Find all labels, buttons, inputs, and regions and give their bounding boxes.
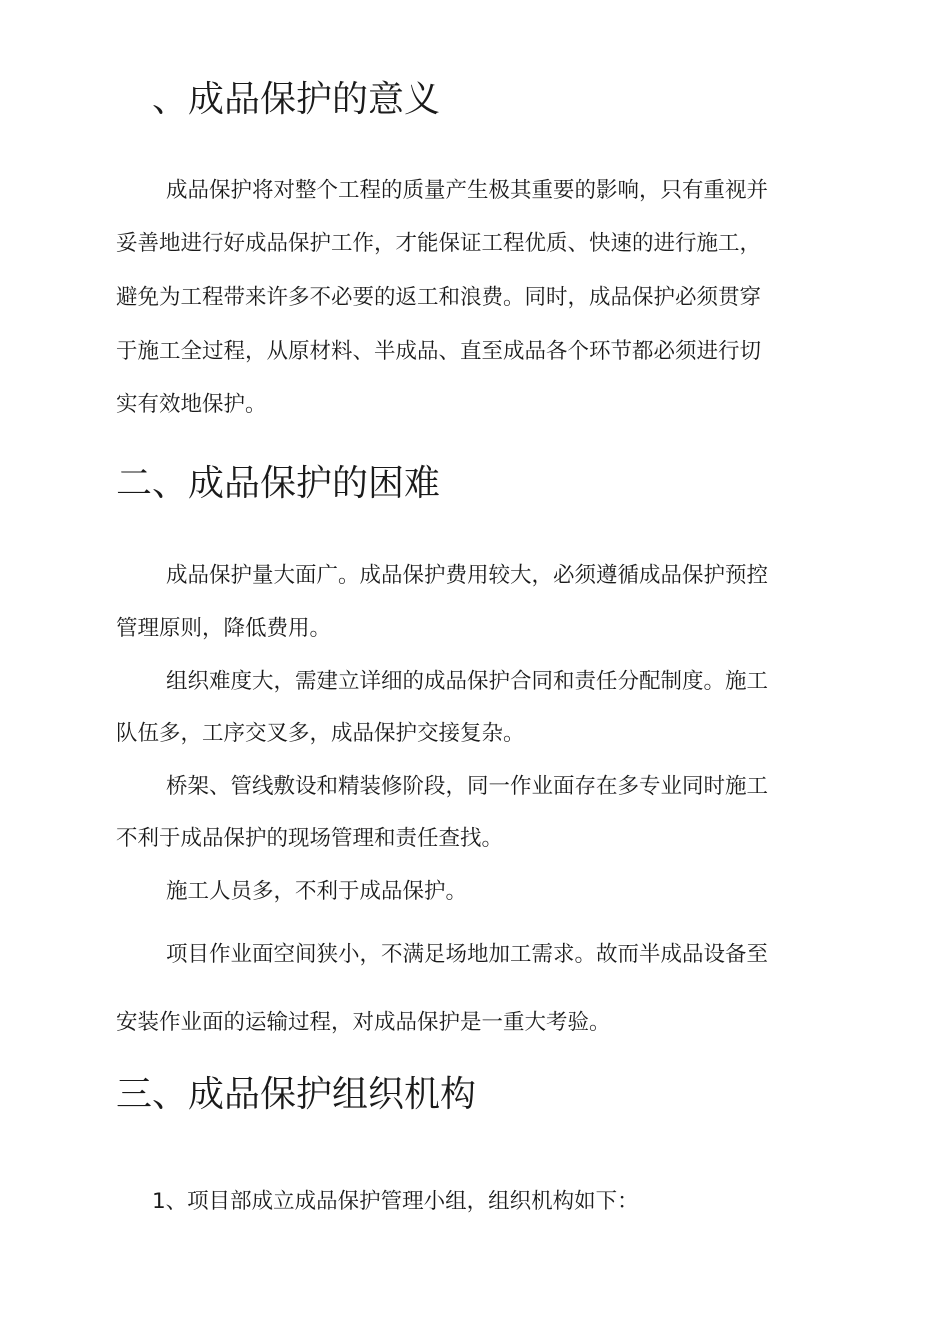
section-3-heading: 三、成品保护组织机构 [116, 1074, 477, 1115]
paragraph-line: 队伍多，工序交叉多，成品保护交接复杂。 [116, 721, 525, 746]
section-3-item-1: 1、项目部成立成品保护管理小组，组织机构如下： [152, 1189, 639, 1214]
paragraph-line: 管理原则，降低费用。 [116, 616, 332, 641]
paragraph-line: 实有效地保护。 [116, 392, 267, 417]
paragraph-line: 妥善地进行好成品保护工作，才能保证工程优质、快速的进行施工， [116, 231, 762, 256]
paragraph-line: 安装作业面的运输过程，对成品保护是一重大考验。 [116, 1010, 611, 1035]
paragraph-line: 桥架、管线敷设和精装修阶段，同一作业面存在多专业同时施工 [166, 774, 769, 799]
section-2-heading: 二、成品保护的困难 [116, 463, 441, 504]
paragraph-line: 项目作业面空间狭小，不满足场地加工需求。故而半成品设备至 [166, 942, 769, 967]
paragraph-line: 组织难度大，需建立详细的成品保护合同和责任分配制度。施工 [166, 669, 769, 694]
paragraph-line: 避免为工程带来许多不必要的返工和浪费。同时，成品保护必须贯穿 [116, 285, 762, 310]
paragraph-line: 成品保护量大面广。成品保护费用较大，必须遵循成品保护预控 [166, 563, 769, 588]
paragraph-line: 不利于成品保护的现场管理和责任查找。 [116, 826, 504, 851]
section-1-heading: 、成品保护的意义 [152, 79, 441, 120]
paragraph-line: 于施工全过程，从原材料、半成品、直至成品各个环节都必须进行切 [116, 339, 762, 364]
paragraph-line: 成品保护将对整个工程的质量产生极其重要的影响，只有重视并 [166, 178, 769, 203]
paragraph-line: 施工人员多，不利于成品保护。 [166, 879, 468, 904]
